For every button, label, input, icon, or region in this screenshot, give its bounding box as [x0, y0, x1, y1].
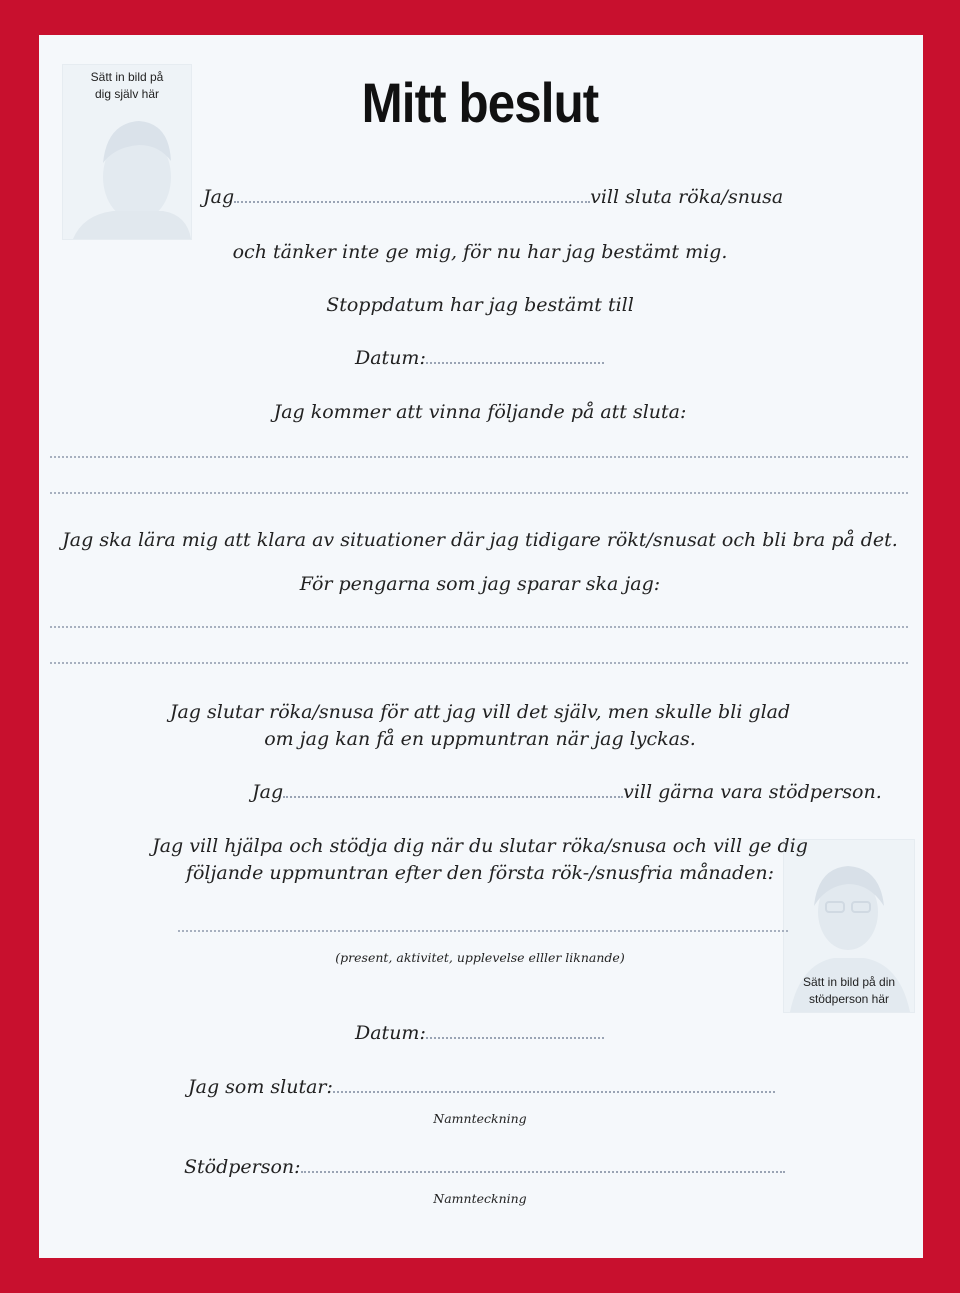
- supporter-signature-line: [184, 1155, 785, 1179]
- reward-hint: (present, aktivitet, upplevelse elller liknande): [335, 950, 625, 965]
- decision-suffix: vill sluta röka/snusa: [590, 186, 784, 208]
- photo-label-support-line2: stödperson här: [808, 992, 890, 1006]
- learn-text: Jag ska lära mig att klara av situationer där jag tidigare rökt/snusat och bli bra på det.: [62, 529, 898, 551]
- gain-field-line-2[interactable]: [50, 492, 908, 494]
- commitment-text: och tänker inte ge mig, för nu har jag bestämt mig.: [232, 241, 728, 263]
- sign-date-field[interactable]: [426, 1036, 604, 1039]
- name-field-supporter[interactable]: [283, 795, 623, 798]
- quitter-signature-field[interactable]: [333, 1090, 775, 1093]
- stop-date-line: [355, 346, 604, 370]
- help-text-line1: Jag vill hjälpa och stödja dig när du slutar röka/snusa och vill ge dig: [152, 835, 808, 857]
- quitter-signature-label: Jag som slutar:: [188, 1076, 333, 1098]
- support-prefix: Jag: [252, 781, 284, 803]
- page-title: Mitt beslut: [361, 71, 599, 134]
- sign-date-line: [355, 1021, 604, 1045]
- support-suffix: vill gärna vara stödperson.: [623, 781, 882, 803]
- supporter-signature-label: Stödperson:: [184, 1156, 301, 1178]
- money-field-line-2[interactable]: [50, 662, 908, 664]
- support-line: [252, 780, 882, 804]
- quit-reason-line1: Jag slutar röka/snusa för att jag vill det själv, men skulle bli glad: [169, 701, 791, 723]
- stop-date-field[interactable]: [426, 361, 604, 364]
- name-field-quitter[interactable]: [234, 200, 590, 203]
- photo-label-support-line1: Sätt in bild på din: [802, 975, 896, 989]
- quit-reason-line2: om jag kan få en uppmuntran när jag lyckas.: [264, 728, 696, 750]
- stop-date-label: Stoppdatum har jag bestämt till: [326, 294, 634, 316]
- supporter-signature-field[interactable]: [301, 1170, 785, 1173]
- gain-field-line-1[interactable]: [50, 456, 908, 458]
- reward-field-line[interactable]: [178, 930, 788, 932]
- money-field-line-1[interactable]: [50, 626, 908, 628]
- decision-line: [203, 185, 783, 209]
- photo-label-self-line2: dig själv här: [94, 87, 160, 101]
- help-text-line2: följande uppmuntran efter den första rök-/snusfria månaden:: [185, 862, 775, 884]
- date-label: Datum:: [355, 347, 426, 369]
- quitter-signature-hint: Namnteckning: [433, 1111, 527, 1126]
- quitter-signature-line: [188, 1075, 775, 1099]
- money-label: För pengarna som jag sparar ska jag:: [299, 573, 661, 595]
- date-label-2: Datum:: [355, 1022, 426, 1044]
- supporter-signature-hint: Namnteckning: [433, 1191, 527, 1206]
- photo-label-self-line1: Sätt in bild på: [90, 70, 164, 84]
- gain-label: Jag kommer att vinna följande på att sluta:: [273, 401, 687, 423]
- decision-prefix: Jag: [203, 186, 235, 208]
